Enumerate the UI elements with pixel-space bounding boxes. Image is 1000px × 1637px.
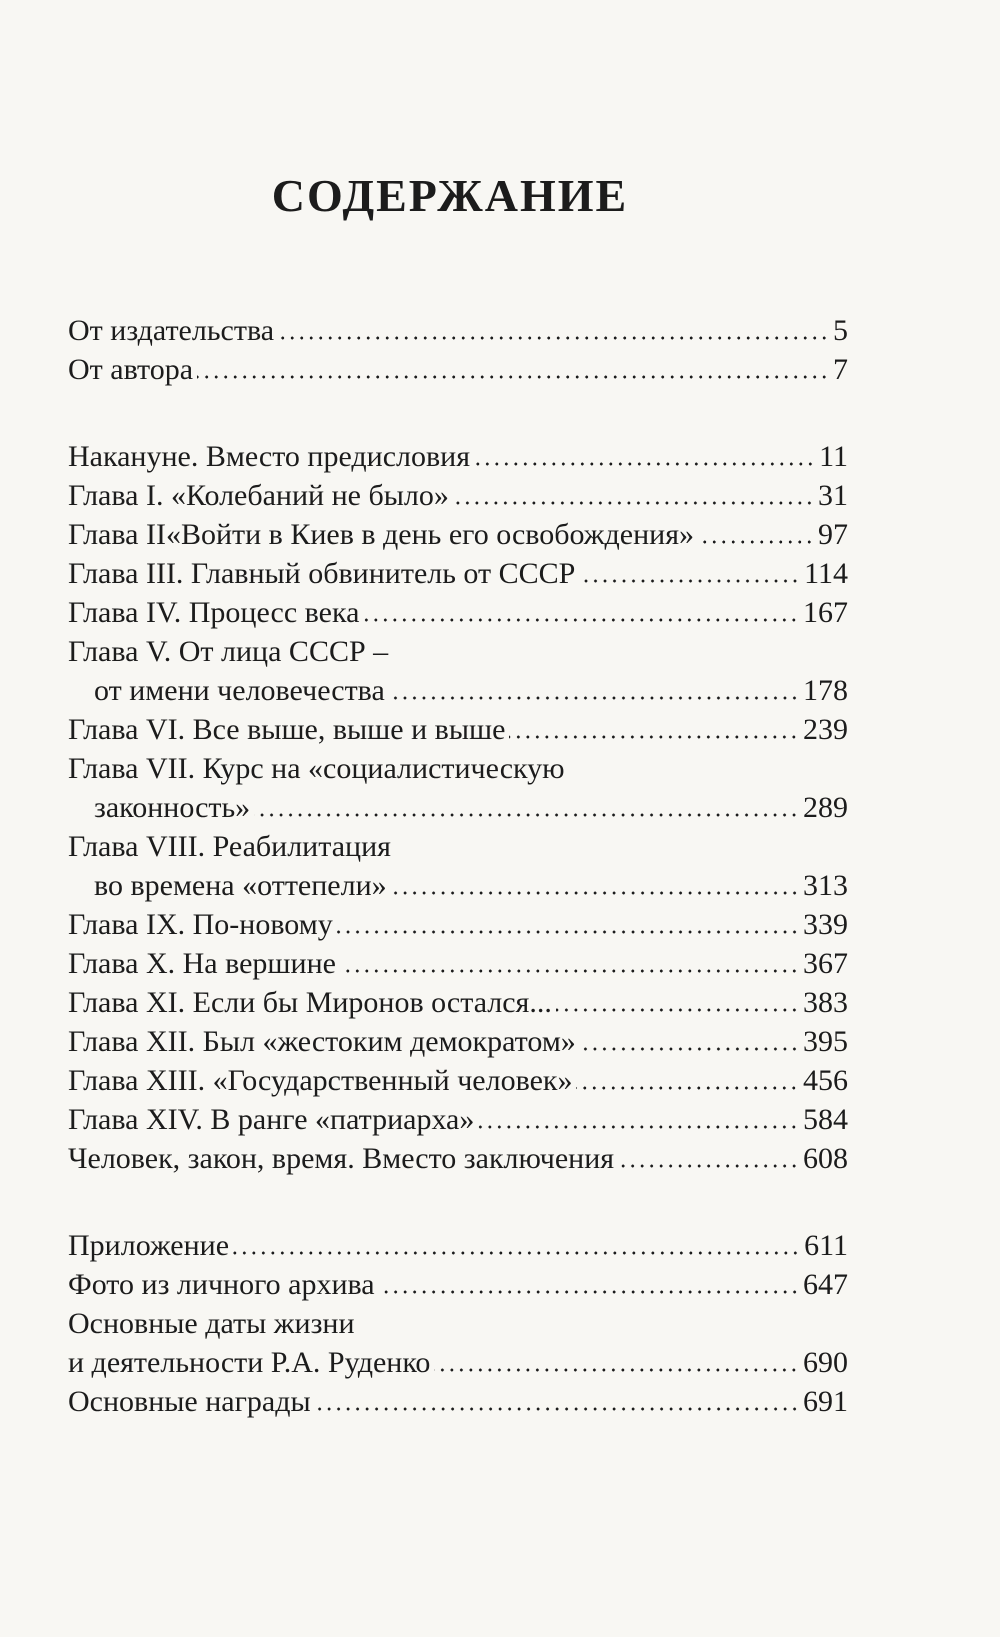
toc-entry-label-continued: законность» bbox=[94, 791, 251, 824]
toc-page-number: 456 bbox=[803, 1064, 848, 1097]
dot-leader bbox=[618, 1164, 799, 1168]
dot-leader bbox=[434, 1368, 799, 1372]
toc-entry bbox=[68, 1022, 848, 1061]
toc-page-number: 289 bbox=[803, 791, 848, 824]
dot-leader bbox=[478, 1125, 799, 1129]
toc-entry-label: Глава IX. По-новому bbox=[68, 908, 333, 941]
toc-page-number: 167 bbox=[803, 596, 848, 629]
toc-page-number: 31 bbox=[818, 479, 848, 512]
dot-leader bbox=[340, 969, 799, 973]
toc-entry-first-line bbox=[68, 1304, 848, 1343]
dot-leader bbox=[278, 336, 829, 340]
toc-entry-first-line bbox=[68, 749, 848, 788]
toc-entry-label: Накануне. Вместо предисловия bbox=[68, 440, 471, 473]
dot-leader bbox=[509, 735, 799, 739]
toc-entry bbox=[68, 671, 848, 710]
dot-leader bbox=[453, 501, 814, 505]
dot-leader bbox=[576, 1086, 799, 1090]
toc-page-number: 647 bbox=[803, 1268, 848, 1301]
dot-leader bbox=[391, 891, 799, 895]
toc-entry-label: Глава XI. Если бы Миронов остался... bbox=[68, 986, 552, 1019]
toc-entry bbox=[68, 710, 848, 749]
toc-entry-label: Глава VI. Все выше, выше и выше bbox=[68, 713, 506, 746]
toc-page-number: 608 bbox=[803, 1142, 848, 1175]
toc-entry-label: Человек, закон, время. Вместо заключения bbox=[68, 1142, 615, 1175]
toc-entry bbox=[68, 593, 848, 632]
section-gap bbox=[68, 389, 848, 437]
dot-leader bbox=[698, 540, 814, 544]
toc-page-number: 584 bbox=[803, 1103, 848, 1136]
dot-leader bbox=[363, 618, 799, 622]
toc-entry bbox=[68, 983, 848, 1022]
dot-leader bbox=[580, 1047, 799, 1051]
toc-entry-label: Глава I. «Колебаний не было» bbox=[68, 479, 449, 512]
page-title: СОДЕРЖАНИЕ bbox=[271, 169, 629, 221]
toc-entry bbox=[68, 476, 848, 515]
toc-page-number: 239 bbox=[803, 713, 848, 746]
dot-leader bbox=[389, 696, 799, 700]
toc-page-number: 5 bbox=[833, 314, 848, 347]
dot-leader bbox=[474, 462, 815, 466]
toc-entry bbox=[68, 788, 848, 827]
toc-entry bbox=[68, 1139, 848, 1178]
toc-entry bbox=[68, 1343, 848, 1382]
toc-entry bbox=[68, 311, 848, 350]
toc-entry-label: Основные даты жизни bbox=[68, 1307, 355, 1340]
dot-leader bbox=[254, 813, 799, 817]
toc-entry bbox=[68, 1100, 848, 1139]
toc-page-number: 7 bbox=[833, 353, 848, 386]
toc-entry-label: Глава XIV. В ранге «патриарха» bbox=[68, 1103, 475, 1136]
toc-entry-label: Глава VII. Курс на «социалистическую bbox=[68, 752, 565, 785]
toc-entry-label: Глава II«Войти в Киев в день его освобождения» bbox=[68, 518, 694, 551]
dot-leader bbox=[579, 579, 800, 583]
dot-leader bbox=[337, 930, 799, 934]
toc-entry-label: Глава VIII. Реабилитация bbox=[68, 830, 391, 863]
toc-entry-first-line bbox=[68, 632, 848, 671]
dot-leader bbox=[379, 1290, 799, 1294]
toc-page-number: 97 bbox=[818, 518, 848, 551]
toc-entry-label: Фото из личного архива bbox=[68, 1268, 375, 1301]
toc-entry bbox=[68, 944, 848, 983]
toc-entry-label: От автора bbox=[68, 353, 194, 386]
toc-entry-label-continued: от имени человечества bbox=[94, 674, 385, 707]
toc-entry-label: От издательства bbox=[68, 314, 275, 347]
toc-page-number: 691 bbox=[803, 1385, 848, 1418]
table-of-contents bbox=[68, 311, 848, 1421]
toc-entry bbox=[68, 866, 848, 905]
toc-entry bbox=[68, 1265, 848, 1304]
toc-entry-label: Глава XII. Был «жестоким демократом» bbox=[68, 1025, 576, 1058]
toc-page-number: 367 bbox=[803, 947, 848, 980]
toc-page-number: 178 bbox=[803, 674, 848, 707]
toc-page-number: 114 bbox=[804, 557, 848, 590]
toc-page-number: 339 bbox=[803, 908, 848, 941]
toc-entry bbox=[68, 1382, 848, 1421]
toc-entry-label-continued: во времена «оттепели» bbox=[94, 869, 387, 902]
toc-entry-first-line bbox=[68, 827, 848, 866]
dot-leader bbox=[556, 1008, 799, 1012]
toc-page-number: 383 bbox=[803, 986, 848, 1019]
toc-entry-label: Основные награды bbox=[68, 1385, 311, 1418]
toc-entry-label-continued: и деятельности Р.А. Руденко bbox=[68, 1346, 431, 1379]
toc-page-number: 690 bbox=[803, 1346, 848, 1379]
toc-entry bbox=[68, 1226, 848, 1265]
toc-entry-label: Глава V. От лица СССР – bbox=[68, 635, 389, 668]
toc-entry-label: Глава III. Главный обвинитель от СССР bbox=[68, 557, 576, 590]
toc-entry-label: Глава XIII. «Государственный человек» bbox=[68, 1064, 573, 1097]
dot-leader bbox=[315, 1407, 799, 1411]
section-gap bbox=[68, 1178, 848, 1226]
toc-entry bbox=[68, 554, 848, 593]
toc-entry bbox=[68, 1061, 848, 1100]
toc-page-number: 611 bbox=[804, 1229, 848, 1262]
dot-leader bbox=[233, 1251, 800, 1255]
toc-entry-label: Глава X. На вершине bbox=[68, 947, 336, 980]
toc-entry bbox=[68, 350, 848, 389]
toc-entry-label: Глава IV. Процесс века bbox=[68, 596, 360, 629]
toc-page-number: 11 bbox=[819, 440, 848, 473]
toc-entry bbox=[68, 515, 848, 554]
toc-entry bbox=[68, 437, 848, 476]
toc-entry-label: Приложение bbox=[68, 1229, 230, 1262]
toc-page-number: 395 bbox=[803, 1025, 848, 1058]
dot-leader bbox=[197, 375, 829, 379]
toc-entry bbox=[68, 905, 848, 944]
toc-page-number: 313 bbox=[803, 869, 848, 902]
